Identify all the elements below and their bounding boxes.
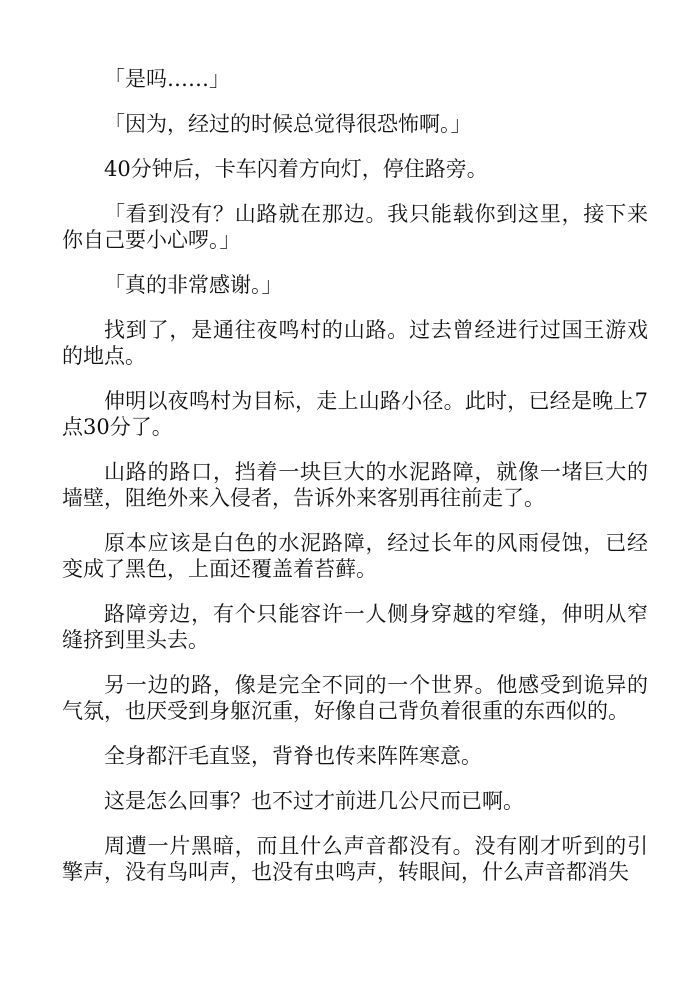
paragraph-3: 40分钟后，卡车闪着方向灯，停住路旁。 bbox=[104, 157, 488, 181]
paragraph-10: 路障旁边，有个只能容许一人侧身穿越的窄缝，伸明从窄缝挤到里头去。 bbox=[62, 602, 648, 652]
paragraph-5: 「真的非常感谢。」 bbox=[104, 273, 283, 297]
paragraph-12: 全身都汗毛直竖，背脊也传来阵阵寒意。 bbox=[104, 744, 482, 768]
paragraph-1: 「是吗……」 bbox=[104, 67, 230, 91]
paragraph-2: 「因为，经过的时候总觉得很恐怖啊。」 bbox=[104, 112, 472, 136]
paragraph-8: 山路的路口，挡着一块巨大的水泥路障，就像一堵巨大的墙壁，阻绝外来入侵者，告诉外来客别再往前走了。 bbox=[62, 460, 648, 510]
document-page bbox=[62, 66, 648, 904]
paragraph-13: 这是怎么回事？也不过才前进几公尺而已啊。 bbox=[104, 789, 524, 813]
paragraph-7: 伸明以夜鸣村为目标，走上山路小径。此时，已经是晚上7点30分了。 bbox=[62, 389, 648, 439]
paragraph-4: 「看到没有？山路就在那边。我只能载你到这里，接下来你自己要小心啰。」 bbox=[62, 202, 648, 252]
paragraph-11: 另一边的路，像是完全不同的一个世界。他感受到诡异的气氛，也厌受到身躯沉重，好像自己背负着很重的东西似的。 bbox=[62, 673, 648, 723]
paragraph-6: 找到了，是通往夜鸣村的山路。过去曾经进行过国王游戏的地点。 bbox=[62, 318, 648, 368]
paragraph-9: 原本应该是白色的水泥路障，经过长年的风雨侵蚀，已经变成了黑色，上面还覆盖着苔藓。 bbox=[62, 531, 648, 581]
paragraph-14: 周遭一片黑暗，而且什么声音都没有。没有刚才听到的引擎声，没有鸟叫声，也没有虫鸣声，转眼间，什么声音都消失 bbox=[62, 834, 648, 884]
